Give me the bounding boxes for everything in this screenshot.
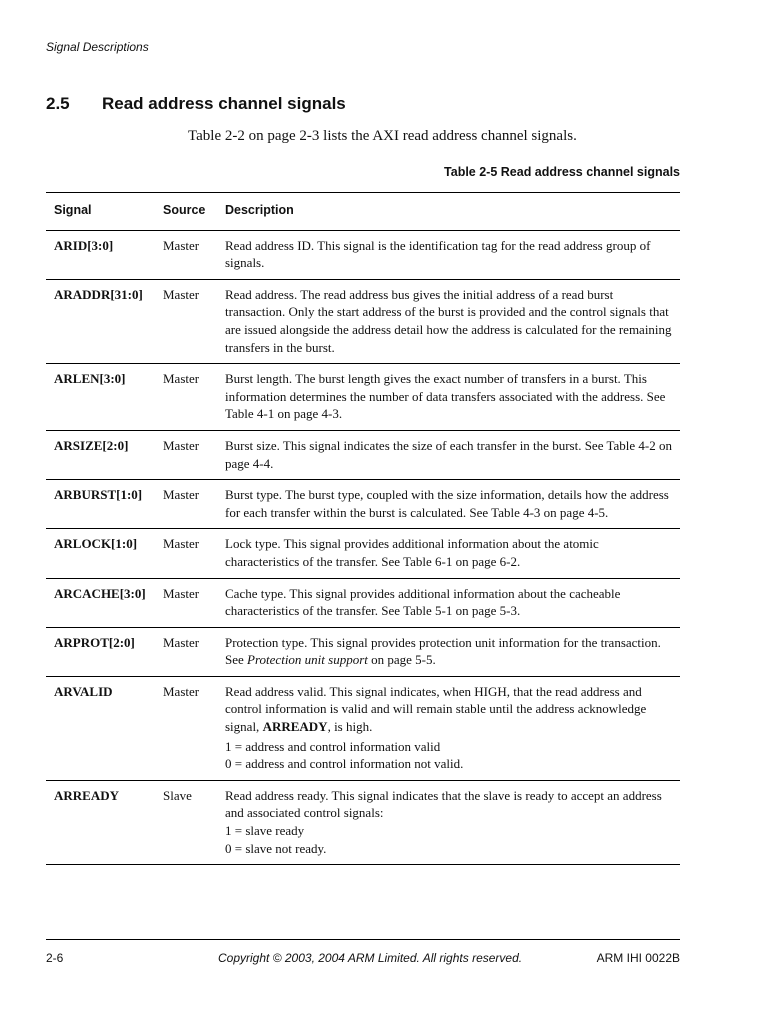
cross-reference-link[interactable]: Protection unit support xyxy=(247,652,368,668)
table-row xyxy=(46,279,680,363)
copyright-notice: Copyright © 2003, 2004 ARM Limited. All rights reserved. xyxy=(218,951,523,965)
signal-source: Slave xyxy=(163,780,225,864)
signal-name: ARCACHE[3:0] xyxy=(46,578,163,627)
signal-source: Master xyxy=(163,529,225,578)
table-row xyxy=(46,676,680,780)
section-number: 2.5 xyxy=(46,94,70,113)
signal-source: Master xyxy=(163,279,225,363)
signal-description: Burst type. The burst type, coupled with the size information, details how the address for each transfer within the burst is calculated. See Table 4-3 on page 4-5. xyxy=(225,480,680,529)
table-row xyxy=(46,364,680,431)
signal-description xyxy=(225,780,680,864)
table-row xyxy=(46,578,680,627)
signal-description: Read address. The read address bus gives the initial address of a read burst transaction. Only the start address of the burst is provided and the control signals that are issued alongside the address detail how the address is calculated for the remaining transfers in the burst. xyxy=(225,279,680,363)
footer-divider xyxy=(46,939,680,940)
signal-source: Master xyxy=(163,364,225,431)
signal-name: ARREADY xyxy=(46,780,163,864)
signal-name: ARID[3:0] xyxy=(46,230,163,279)
signal-name: ARADDR[31:0] xyxy=(46,279,163,363)
table-row xyxy=(46,430,680,479)
signal-source: Master xyxy=(163,230,225,279)
signal-reference: ARREADY xyxy=(262,719,328,735)
description-text: Protection type. This signal provides protection unit information for the transaction. See xyxy=(225,634,661,668)
intro-paragraph: Table 2-2 on page 2-3 lists the AXI read address channel signals. xyxy=(188,128,577,144)
header-description: Description xyxy=(225,193,680,231)
signal-name: ARBURST[1:0] xyxy=(46,480,163,529)
signal-description: Burst size. This signal indicates the size of each transfer in the burst. See Table 4-2 on page 4-4. xyxy=(225,430,680,479)
description-text: , is high. xyxy=(327,719,373,735)
signal-source: Master xyxy=(163,430,225,479)
table-caption: Table 2-5 Read address channel signals xyxy=(444,165,680,179)
description-paragraph xyxy=(225,683,676,736)
signal-description: Lock type. This signal provides additional information about the atomic characteristics of the transfer. See Table 6-1 on page 6-2. xyxy=(225,529,680,578)
description-text: Read address valid. This signal indicates, when HIGH, that the read address and control information is valid and will remain stable until the address acknowledge signal, xyxy=(225,683,647,735)
header-signal: Signal xyxy=(46,193,163,231)
signal-description xyxy=(225,676,680,780)
table-row xyxy=(46,230,680,279)
signal-name: ARPROT[2:0] xyxy=(46,627,163,676)
section-heading xyxy=(46,94,346,114)
signal-name: ARLEN[3:0] xyxy=(46,364,163,431)
table-row xyxy=(46,529,680,578)
page-number: 2-6 xyxy=(46,951,64,965)
value-line: 0 = slave not ready. xyxy=(225,840,327,856)
signal-description: Burst length. The burst length gives the exact number of transfers in a burst. This information determines the number of data transfers associated with the address. See Table 4-1 on page 4-3. xyxy=(225,364,680,431)
signal-source: Master xyxy=(163,480,225,529)
running-header: Signal Descriptions xyxy=(46,40,149,54)
signal-source: Master xyxy=(163,676,225,780)
signal-description: Cache type. This signal provides additional information about the cacheable characteristics of the transfer. See Table 5-1 on page 5-3. xyxy=(225,578,680,627)
signal-name: ARLOCK[1:0] xyxy=(46,529,163,578)
signals-table xyxy=(46,192,680,865)
table-header-row xyxy=(46,193,680,231)
table-row xyxy=(46,480,680,529)
value-line: 1 = slave ready xyxy=(225,823,305,839)
signal-name: ARSIZE[2:0] xyxy=(46,430,163,479)
section-title: Read address channel signals xyxy=(102,94,346,113)
header-source: Source xyxy=(163,193,225,231)
signal-description: Read address ID. This signal is the identification tag for the read address group of signals. xyxy=(225,230,680,279)
signal-source: Master xyxy=(163,627,225,676)
value-line: 1 = address and control information valid xyxy=(225,738,441,754)
table-row xyxy=(46,627,680,676)
description-text: on page 5-5. xyxy=(367,652,436,668)
description-paragraph: Read address ready. This signal indicates that the slave is ready to accept an address and associated control signals: xyxy=(225,787,662,821)
signal-description xyxy=(225,627,680,676)
value-line: 0 = address and control information not valid. xyxy=(225,756,464,772)
table-row xyxy=(46,780,680,864)
signal-source: Master xyxy=(163,578,225,627)
document-id: ARM IHI 0022B xyxy=(596,951,680,965)
signal-name: ARVALID xyxy=(46,676,163,780)
